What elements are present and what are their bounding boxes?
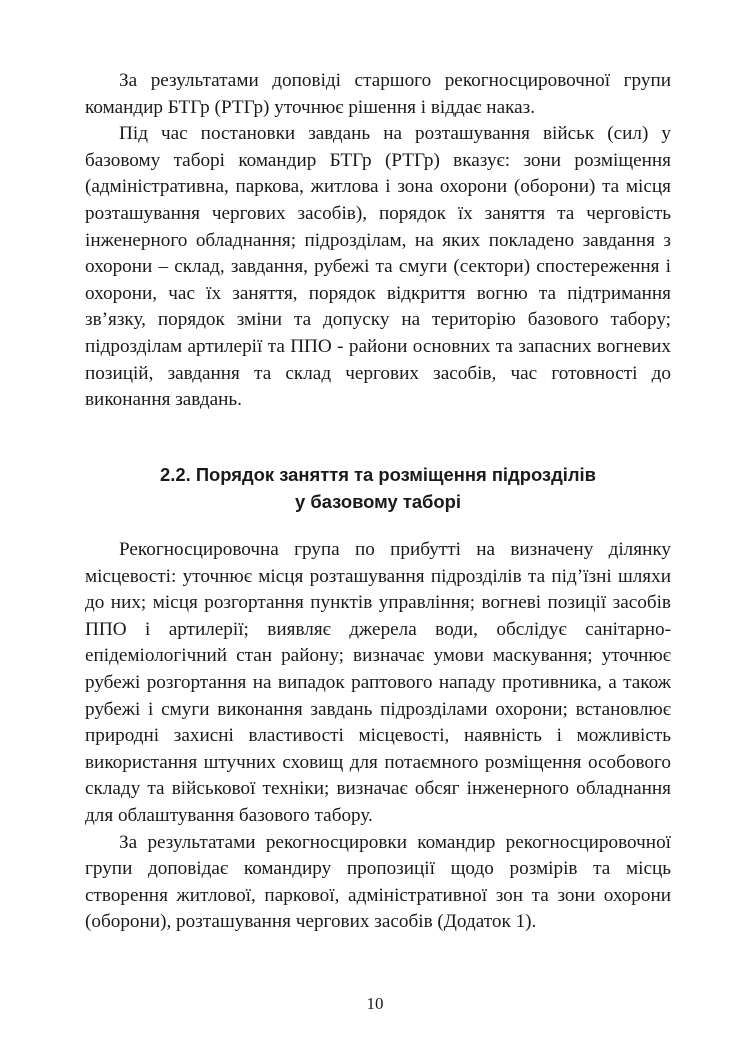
paragraph-reconnaissance-group: Рекогносцировочна група по прибутті на визначену ділянку місцевості: уточнює місця розташування підрозділів та під’їзні шляхи до них; місця розгортання пунктів управління; вогневі позиції засобів ППО і артилерії; виявляє джерела води, обслідує санітарно-епідеміологічний стан району; визначає умови маскування; уточнює рубежі розгортання на випадок раптового нападу противника, а також рубежі і смуги виконання завдань підрозділами охорони; встановлює природні захисні властивості місцевості, наявність і можливість використання штучних сховищ для потаємного розміщення особового складу та військової техніки; визначає обсяг інженерного обладнання для облаштування базового табору. bbox=[85, 539, 671, 826]
paragraph-task-assignment: Під час постановки завдань на розташування військ (сил) у базовому таборі командир БТГр (РТГр) вказує: зони розміщення (адміністративна, паркова, житлова і зона охорони (оборони) та місця розташування чергових засобів), порядок їх заняття та черговість інженерного обладнання; підрозділам, на яких покладено завдання з охорони – склад, завдання, рубежі та смуги (сектори) спостереження і охорони, час їх заняття, порядок відкриття вогню та підтримання зв’язку, порядок зміни та допуску на територію базового табору; підрозділам артилерії та ППО - райони основних та запасних вогневих позицій, завдання та склад чергових засобів, час готовності до виконання завдань. bbox=[85, 123, 671, 411]
paragraph-report-decision: За результатами доповіді старшого рекогносцировочної групи командир БТГр (РТГр) уточнює рішення і віддає наказ. bbox=[85, 70, 671, 118]
section-heading-line-2: у базовому таборі bbox=[295, 491, 461, 512]
section-1-text bbox=[85, 68, 671, 414]
section-heading-line-1: 2.2. Порядок заняття та розміщення підрозділів bbox=[160, 464, 596, 485]
section-heading bbox=[85, 461, 671, 515]
section-2-text bbox=[85, 537, 671, 936]
page-number: 10 bbox=[366, 994, 384, 1013]
paragraph-reconnaissance-results: За результатами рекогносцировки командир рекогносцировочної групи доповідає командиру пропозиції щодо розмірів та місць створення житлової, паркової, адміністративної зон та зони охорони (оборони), розташування чергових засобів (Додаток 1). bbox=[85, 831, 671, 933]
